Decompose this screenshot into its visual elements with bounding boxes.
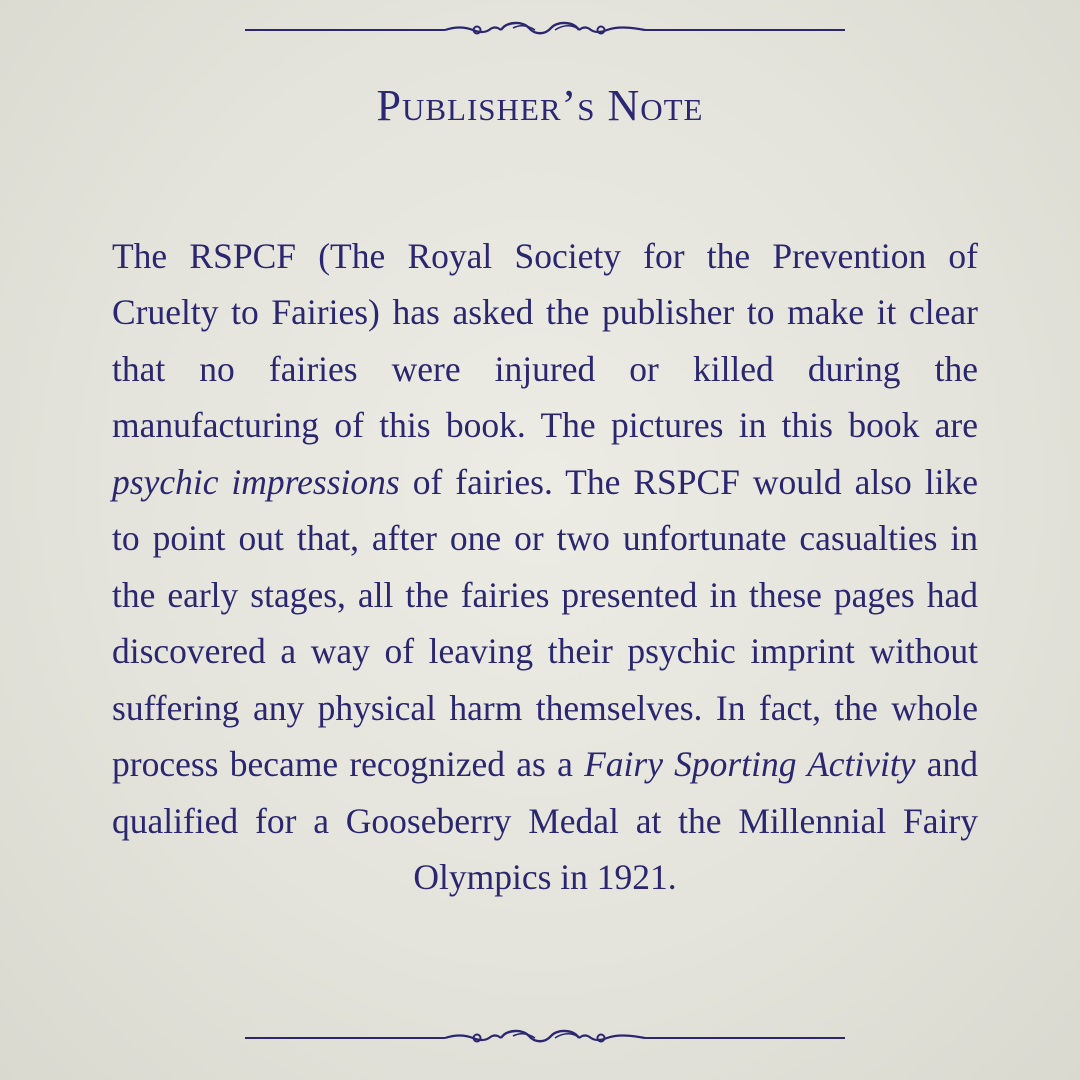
top-ornament-divider-icon xyxy=(245,18,845,42)
paragraph-text-run: and qualified for a Gooseberry Medal at the Millennial Fairy Olympics in 1921. xyxy=(112,744,978,897)
bottom-ornament-divider-icon xyxy=(245,1026,845,1050)
italic-phrase: psychic impressions xyxy=(112,461,400,502)
paragraph-text-run: The RSPCF (The Royal Society for the Prevention of Cruelty to Fairies) has asked the publisher to make it clear that no fairies were injured or killed during the manufacturing of this book. The pictures in this book are xyxy=(112,235,978,445)
page-title: Publisher’s Note xyxy=(376,81,704,130)
paragraph-text-run: of fairies. The RSPCF would also like to point out that, after one or two unfortunate casualties in the early stages, all the fairies presented in these pages had discovered a way of leaving their psychic imprint without suffering any physical harm themselves. In fact, the whole process became recognized as a xyxy=(112,461,978,784)
publisher-note-paragraph xyxy=(112,228,978,906)
italic-phrase: Fairy Sporting Activity xyxy=(584,744,916,784)
